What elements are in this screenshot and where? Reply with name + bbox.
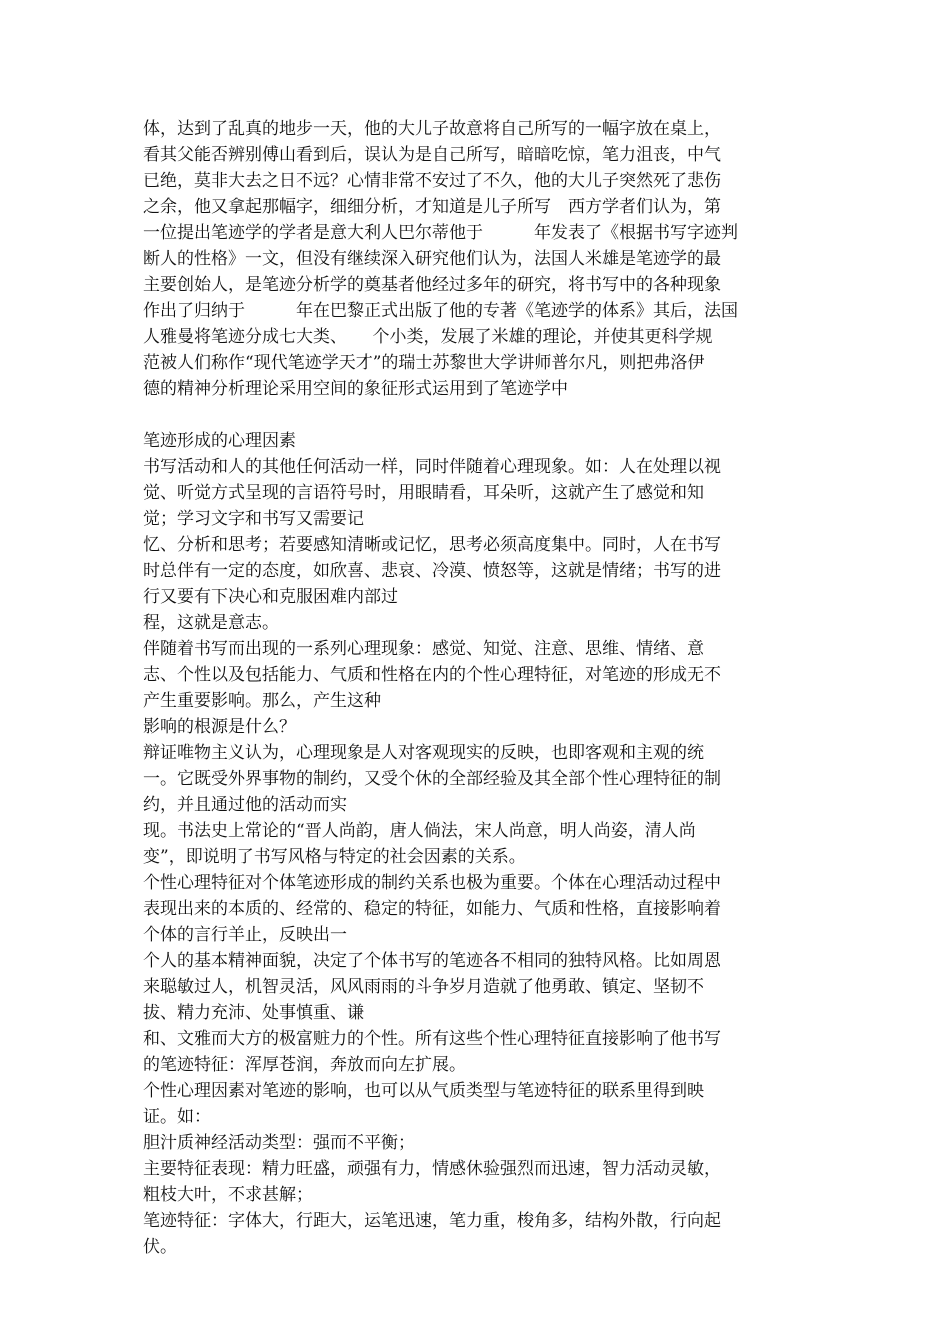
text-line: 行又要有下决心和克服困难内部过: [143, 587, 398, 607]
text-line: 约，并且通过他的活动而实: [143, 795, 347, 815]
text-line: 看其父能否辨别傅山看到后，误认为是自己所写，暗暗吃惊，笔力沮丧，中气: [143, 145, 721, 165]
text-line: 拔、精力充沛、处事慎重、谦: [143, 1003, 364, 1023]
text-line: 变”，即说明了书写风格与特定的社会因素的关系。: [143, 847, 526, 867]
document-page: [143, 116, 815, 1260]
text-line: 个性心理因素对笔迹的影响，也可以从气质类型与笔迹特征的联系里得到映: [143, 1081, 704, 1101]
text-line: 时总伴有一定的态度，如欣喜、悲哀、冷漠、愤怒等，这就是情绪；书写的进: [143, 561, 721, 581]
text-line: 个人的基本精神面貌，决定了个体书写的笔迹各不相同的独特风格。比如周恩: [143, 951, 721, 971]
text-line: 个性心理特征对个体笔迹形成的制约关系也极为重要。个体在心理活动过程中: [143, 873, 721, 893]
text-line: 伏。: [143, 1237, 177, 1257]
text-line: 影响的根源是什么？: [143, 717, 296, 737]
text-line: 德的精神分析理论采用空间的象征形式运用到了笔迹学中: [143, 379, 568, 399]
text-line: 断人的性格》一文，但没有继续深入研究他们认为，法国人米雄是笔迹学的最: [143, 249, 721, 269]
text-line: 已绝，莫非大去之日不远？心情非常不安过了不久，他的大儿子突然死了悲伤: [143, 171, 721, 191]
paragraph-spacer: [143, 402, 815, 428]
text-line: 和、文雅而大方的极富赃力的个性。所有这些个性心理特征直接影响了他书写: [143, 1029, 721, 1049]
text-line: 觉、听觉方式呈现的言语符号时，用眼睛看，耳朵听，这就产生了感觉和知: [143, 483, 704, 503]
text-line: 表现出来的本质的、经常的、稳定的特征，如能力、气质和性格，直接影响着: [143, 899, 721, 919]
text-line: 主要特征表现：精力旺盛，顽强有力，情感休验强烈而迅速，智力活动灵敏，: [143, 1159, 721, 1179]
text-line: 志、个性以及包括能力、气质和性格在内的个性心理特征，对笔迹的形成无不: [143, 665, 721, 685]
text-line: 证。如：: [143, 1107, 211, 1127]
text-line: 范被人们称作“现代笔迹学天才”的瑞士苏黎世大学讲师普尔凡，则把弗洛伊: [143, 353, 705, 373]
text-line: 之余，他又拿起那幅字，细细分析，才知道是儿子所写 西方学者们认为，第: [143, 197, 721, 217]
section-heading: 笔迹形成的心理因素: [143, 431, 296, 451]
text-line: 程，这就是意志。: [143, 613, 279, 633]
text-line: 粗枝大叶，不求甚解；: [143, 1185, 313, 1205]
text-line: 体，达到了乱真的地步一天，他的大儿子故意将自己所写的一幅字放在桌上，: [143, 119, 721, 139]
section-body: [143, 454, 815, 1260]
text-line: 一。它既受外界事物的制约，又受个休的全部经验及其全部个性心理特征的制: [143, 769, 721, 789]
text-line: 忆、分析和思考；若要感知清晰或记忆，思考必须高度集中。同时，人在书写: [143, 535, 721, 555]
text-line: 来聪敏过人，机智灵活，风风雨雨的斗争岁月造就了他勇敢、镇定、坚韧不: [143, 977, 704, 997]
text-line: 现。书法史上常论的“晋人尚韵，唐人倘法，宋人尚意，明人尚姿，清人尚: [143, 821, 696, 841]
text-line: 一位提出笔迹学的学者是意大利人巴尔蒂他于 年发表了《根据书写字迹判: [143, 223, 738, 243]
text-line: 书写活动和人的其他任何活动一样，同时伴随着心理现象。如：人在处理以视: [143, 457, 721, 477]
intro-paragraph: [143, 116, 815, 402]
text-line: 个体的言行羊止，反映出一: [143, 925, 347, 945]
text-line: 辩证唯物主义认为，心理现象是人对客观现实的反映，也即客观和主观的统: [143, 743, 704, 763]
text-line: 伴随着书写而出现的一系列心理现象：感觉、知觉、注意、思维、情绪、意: [143, 639, 704, 659]
text-line: 笔迹特征：字体大，行距大，运笔迅速，笔力重，梭角多，结构外散，行向起: [143, 1211, 721, 1231]
text-line: 的笔迹特征：浑厚苍润，奔放而向左扩展。: [143, 1055, 466, 1075]
text-line: 产生重要影响。那么，产生这种: [143, 691, 381, 711]
text-line: 作出了归纳于 年在巴黎正式出版了他的专著《笔迹学的体系》其后，法国: [143, 301, 738, 321]
text-line: 人雅曼将笔迹分成七大类、 个小类，发展了米雄的理论，并使其更科学规: [143, 327, 713, 347]
text-line: 觉；学习文字和书写又需要记: [143, 509, 364, 529]
text-line: 胆汁质神经活动类型：强而不平衡；: [143, 1133, 415, 1153]
text-line: 主要创始人，是笔迹分析学的奠基者他经过多年的研究，将书写中的各种现象: [143, 275, 721, 295]
